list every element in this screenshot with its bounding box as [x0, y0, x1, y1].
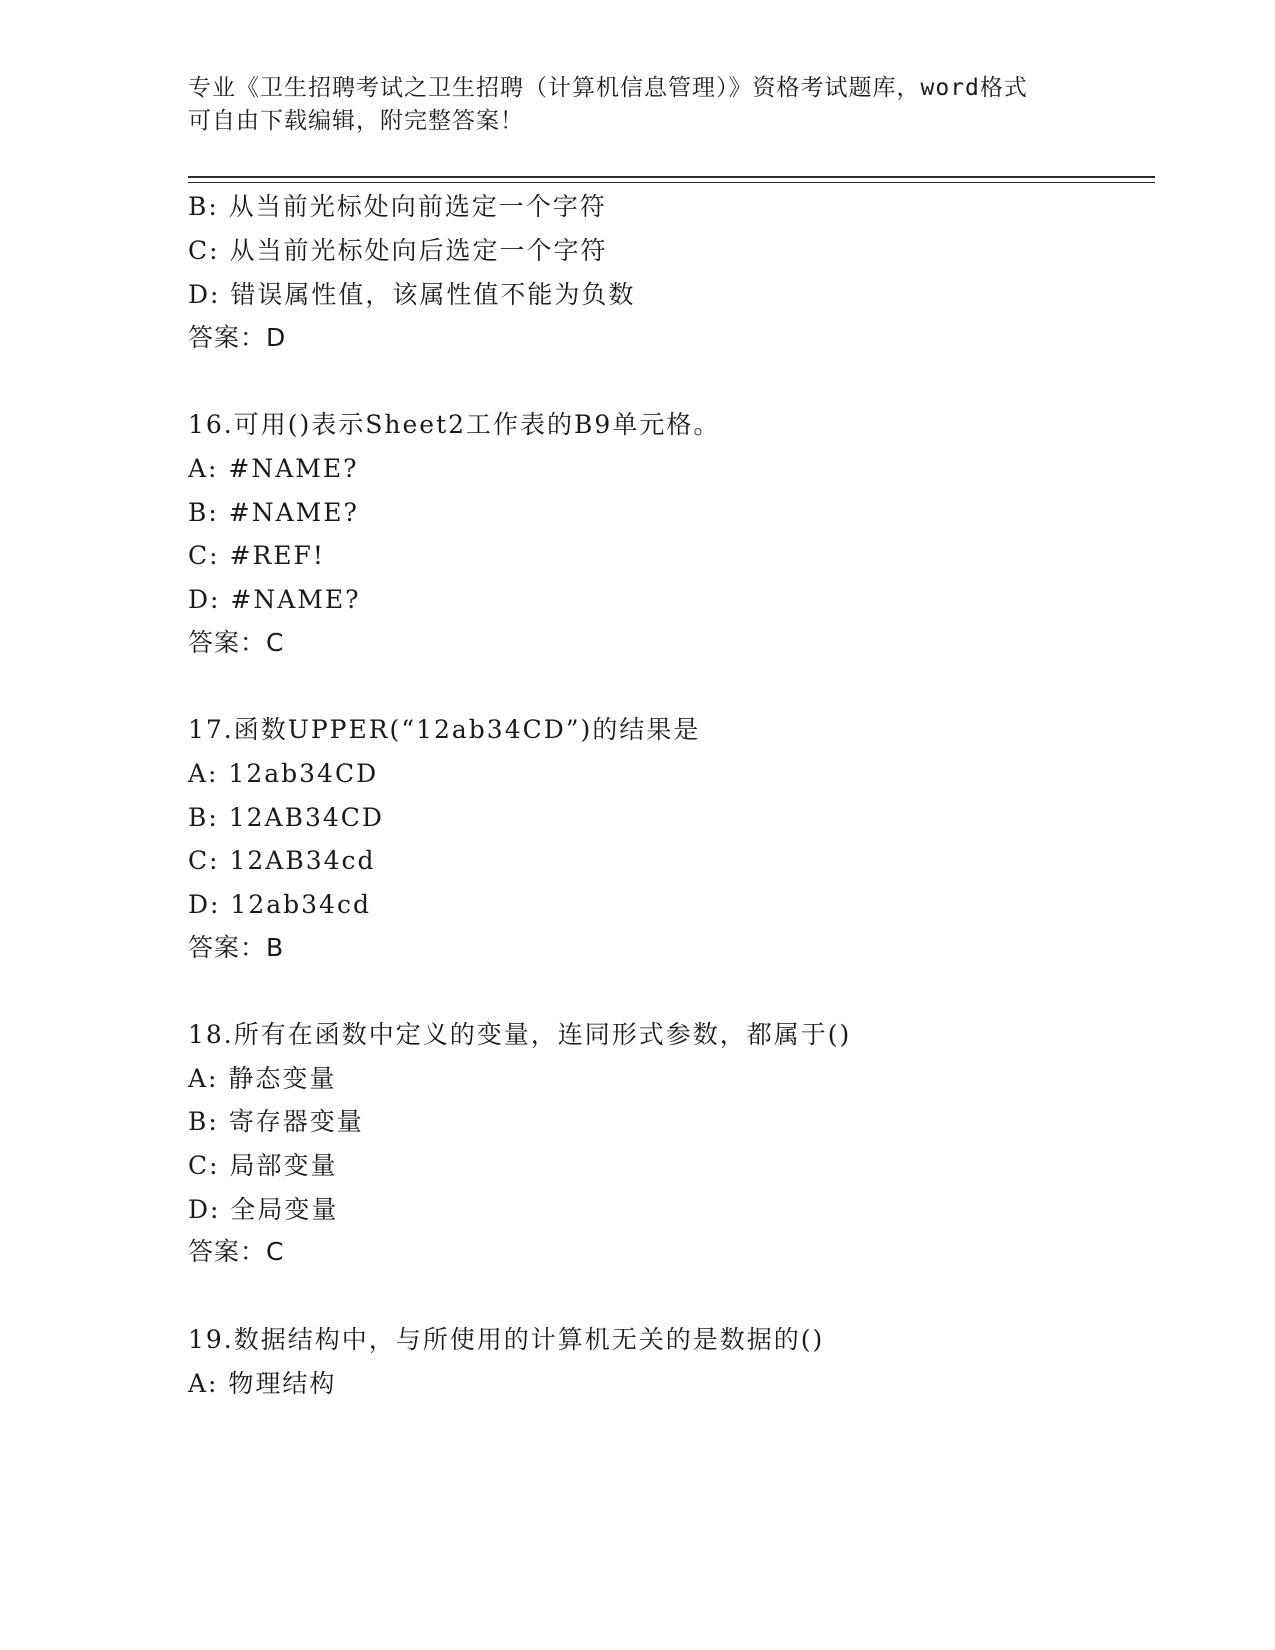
q17-option-a: A: 12ab34CD	[188, 759, 379, 788]
q15-answer: 答案：D	[188, 323, 287, 352]
q17-option-b: B: 12AB34CD	[188, 803, 384, 832]
header-divider-thin	[188, 182, 1155, 183]
q18-answer: 答案：C	[188, 1237, 285, 1266]
q16-option-b: B: #NAME?	[188, 498, 359, 527]
q19-question: 19.数据结构中，与所使用的计算机无关的是数据的()	[188, 1325, 825, 1354]
document-header	[188, 72, 1088, 138]
q16-answer: 答案：C	[188, 628, 285, 657]
q15-option-d: D: 错误属性值，该属性值不能为负数	[188, 280, 636, 309]
q17-option-c: C: 12AB34cd	[188, 846, 376, 875]
q18-option-b: B: 寄存器变量	[188, 1107, 364, 1136]
header-title-line-2: 可自由下载编辑，附完整答案！	[188, 108, 524, 134]
q18-option-d: D: 全局变量	[188, 1195, 339, 1224]
q17-option-d: D: 12ab34cd	[188, 890, 371, 919]
q16-option-a: A: #NAME?	[188, 454, 359, 483]
q16-option-d: D: #NAME?	[188, 585, 361, 614]
header-divider-thick	[188, 176, 1155, 178]
q16-option-c: C: #REF!	[188, 541, 325, 570]
q17-question: 17.函数UPPER(“12ab34CD”)的结果是	[188, 715, 701, 744]
q17-answer: 答案：B	[188, 933, 285, 962]
q19-option-a: A: 物理结构	[188, 1369, 337, 1398]
q15-option-b: B: 从当前光标处向前选定一个字符	[188, 192, 607, 221]
q18-option-a: A: 静态变量	[188, 1064, 337, 1093]
q15-option-c: C: 从当前光标处向后选定一个字符	[188, 236, 608, 265]
header-title-line-1: 专业《卫生招聘考试之卫生招聘（计算机信息管理）》资格考试题库，word格式	[188, 75, 1028, 101]
q16-question: 16.可用()表示Sheet2工作表的B9单元格。	[188, 410, 721, 439]
q18-question: 18.所有在函数中定义的变量，连同形式参数，都属于()	[188, 1020, 852, 1049]
q18-option-c: C: 局部变量	[188, 1151, 338, 1180]
